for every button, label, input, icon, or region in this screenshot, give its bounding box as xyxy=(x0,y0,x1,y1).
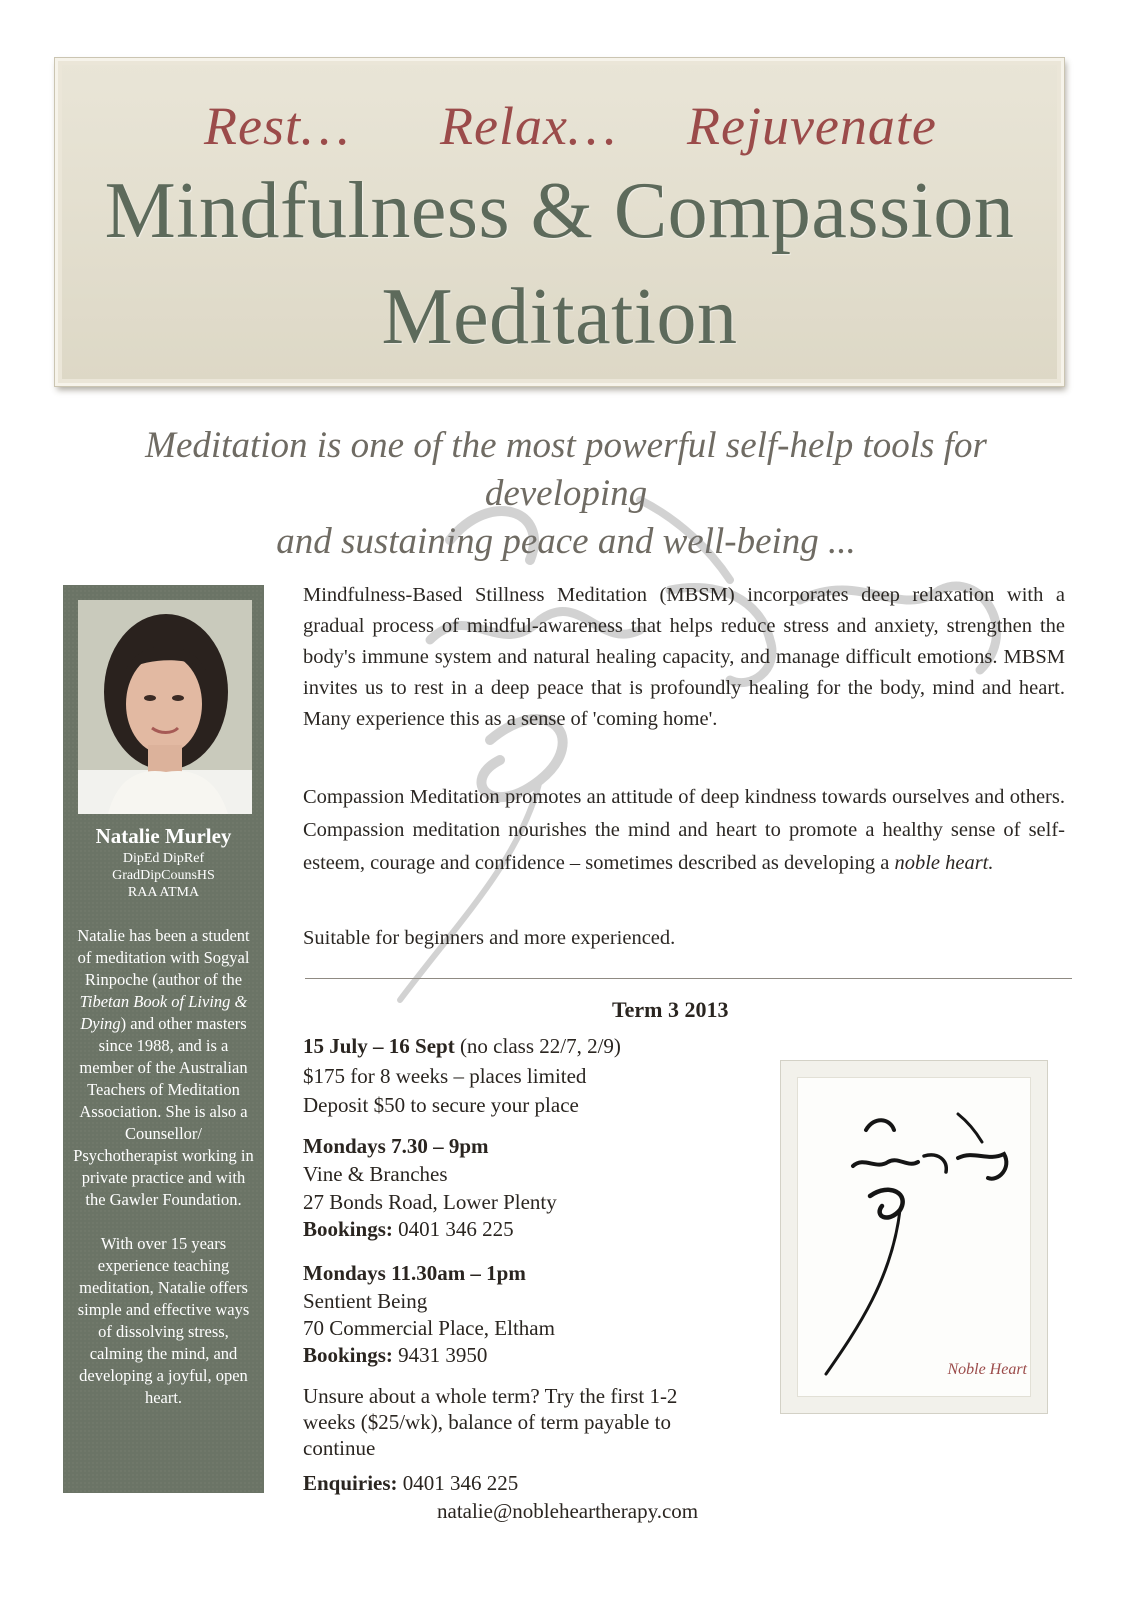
compassion-text: Compassion Meditation promotes an attitude of deep kindness towards ourselves and others. Compassion meditation nourishes the mind and heart to promote a healthy sense of self-esteem, courage and confidence – sometimes described as developing a xyxy=(303,786,1065,874)
intro-quote-line2: and sustaining peace and well-being ... xyxy=(276,521,856,562)
tagline-relax: Relax… xyxy=(440,96,617,156)
bio-text: Natalie has been a student of meditation with Sogyal Rinpoche (author of the xyxy=(77,926,250,989)
noble-heart-phrase: noble heart. xyxy=(894,852,994,874)
session2-venue: Sentient Being xyxy=(303,1289,428,1313)
term-heading: Term 3 2013 xyxy=(612,997,729,1022)
bookings-label: Bookings: xyxy=(303,1217,393,1241)
enquiries-email[interactable]: natalie@nobleheartherapy.com xyxy=(437,1499,699,1523)
session1-venue: Vine & Branches xyxy=(303,1162,448,1186)
mbsm-description: Mindfulness-Based Stillness Meditation (MBSM) incorporates deep relaxation with a gradual process of mindful-awareness that helps reduce stress and anxiety, strengthen the body's immune system and natural healing capacity, and manage difficult emotions. MBSM invites us to rest in a deep peace that is profoundly healing for the body, mind and heart. Many experience this as a sense of 'coming home'. xyxy=(303,584,1065,730)
enquiries-label: Enquiries: xyxy=(303,1471,398,1495)
book-title: Tibetan Book of Living & Dying xyxy=(79,992,248,1033)
bookings-phone: 0401 346 225 xyxy=(392,1217,514,1241)
teacher-name: Natalie Murley xyxy=(95,824,232,848)
term-dates xyxy=(303,1033,621,1060)
bookings-phone: 9431 3950 xyxy=(392,1343,488,1367)
session2-time: Mondays 11.30am – 1pm xyxy=(303,1261,526,1285)
portrait-image xyxy=(78,600,252,814)
bio-text: ) and other masters since 1988, and is a member of the Australian Teachers of Meditation Association. She is also a Counsellor/ Psychotherapist working in private practice and with the Gawler Foundation. xyxy=(73,1014,254,1209)
noble-heart-card xyxy=(780,1060,1048,1414)
enquiries xyxy=(303,1470,518,1497)
bio-paragraph-2: With over 15 years experience teaching meditation, Natalie offers simple and effective ways of dissolving stress, calming the mind, and developing a joyful, open heart. xyxy=(77,1234,250,1407)
deposit-line: Deposit $50 to secure your place xyxy=(303,1093,579,1117)
intro-quote-line1: Meditation is one of the most powerful self-help tools for developing xyxy=(145,425,987,514)
trial-offer-line: weeks ($25/wk), balance of term payable to xyxy=(303,1410,671,1434)
bio-paragraph-1 xyxy=(73,925,254,1211)
noble-heart-calligraphy xyxy=(798,1078,1030,1396)
session2-bookings xyxy=(303,1342,487,1369)
teacher-credentials xyxy=(63,850,264,901)
suitability-note: Suitable for beginners and more experienced. xyxy=(303,927,676,949)
enquiries-phone: 0401 346 225 xyxy=(397,1471,519,1495)
page-title-line1: Mindfulness & Compassion xyxy=(104,167,1015,255)
teacher-bio xyxy=(73,925,254,1409)
trial-offer xyxy=(303,1383,677,1461)
price-line: $175 for 8 weeks – places limited xyxy=(303,1064,587,1088)
session2-address: 70 Commercial Place, Eltham xyxy=(303,1316,555,1340)
session1-time: Mondays 7.30 – 9pm xyxy=(303,1134,489,1158)
trial-offer-line: continue xyxy=(303,1436,376,1460)
credential-line: RAA ATMA xyxy=(127,885,200,900)
credential-line: GradDipCounsHS xyxy=(112,868,215,883)
trial-offer-line: Unsure about a whole term? Try the first 1-2 xyxy=(303,1384,678,1408)
date-range: 15 July – 16 Sept xyxy=(303,1034,455,1058)
portrait-photo xyxy=(78,600,252,814)
section-divider xyxy=(305,978,1072,979)
session1-address: 27 Bonds Road, Lower Plenty xyxy=(303,1190,557,1214)
page-title-line2: Meditation xyxy=(381,273,738,361)
card-caption: Noble Heart xyxy=(947,1361,1027,1378)
session1-bookings xyxy=(303,1216,514,1243)
card-inner-panel xyxy=(797,1077,1031,1397)
bookings-label: Bookings: xyxy=(303,1343,393,1367)
credential-line: DipEd DipRef xyxy=(122,851,205,866)
no-class-note: (no class 22/7, 2/9) xyxy=(454,1034,621,1058)
compassion-description xyxy=(303,781,1065,880)
tagline-rejuvenate: Rejuvenate xyxy=(687,96,937,156)
tagline-rest: Rest… xyxy=(204,96,350,156)
